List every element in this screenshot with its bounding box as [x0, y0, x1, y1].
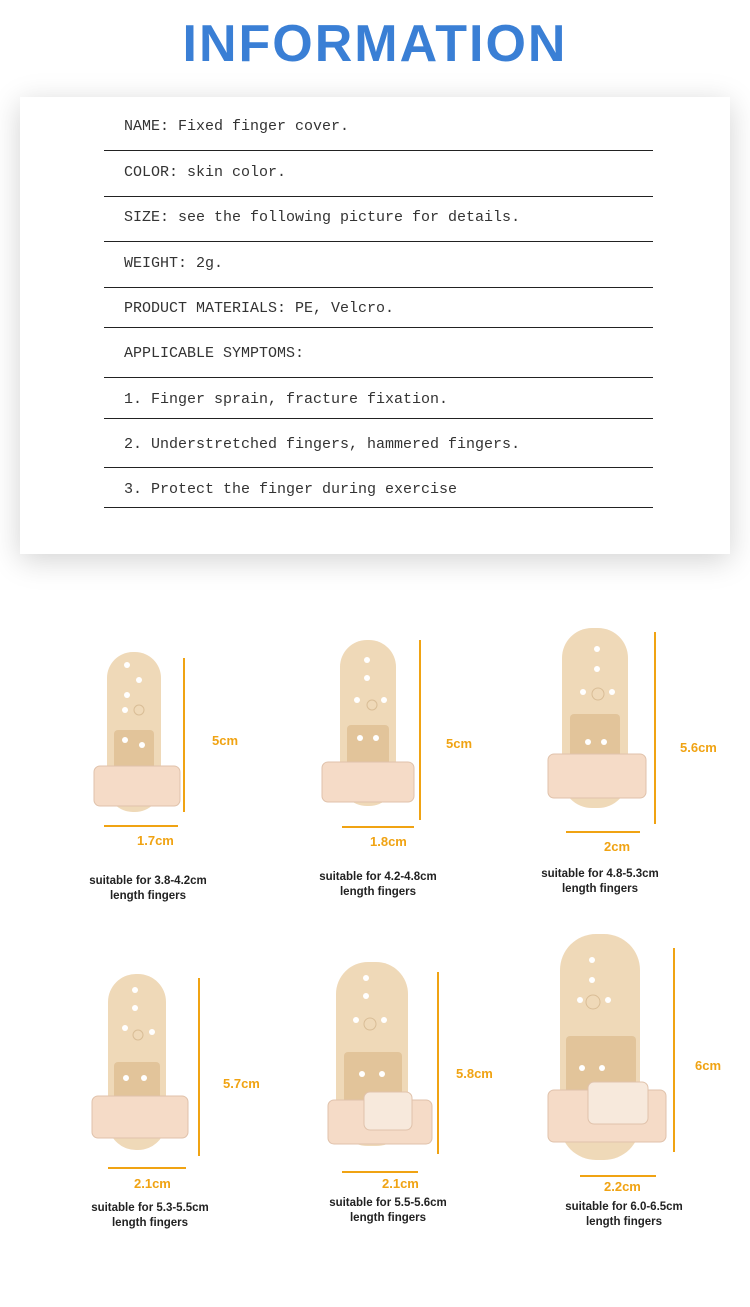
row-divider: [104, 327, 653, 328]
finger-splint-image: [80, 970, 280, 1180]
page-title: INFORMATION: [182, 15, 568, 73]
caption-line-2: length fingers: [111, 1217, 189, 1229]
height-label: 6cm: [695, 1058, 722, 1073]
finger-splint-image: [540, 624, 740, 844]
info-row-label: 2. Understretched fingers, hammered fingers.: [124, 436, 521, 453]
info-row-label: SIZE: see the following picture for details.: [124, 209, 521, 226]
height-label: 5cm: [212, 733, 239, 748]
width-label: 2.2cm: [604, 1179, 641, 1194]
height-label: 5.8cm: [456, 1066, 493, 1081]
size-caption: [50, 1201, 250, 1231]
row-divider: [104, 241, 653, 242]
info-row-label: PRODUCT MATERIALS: PE, Velcro.: [124, 300, 395, 317]
size-caption: [288, 1196, 488, 1226]
row-divider: [104, 467, 653, 468]
width-label: 2cm: [604, 839, 631, 854]
caption-line-2: length fingers: [585, 1216, 663, 1228]
width-label: 2.1cm: [134, 1176, 171, 1191]
width-label: 1.8cm: [370, 834, 407, 849]
caption-line-1: suitable for 4.2-4.8cm: [319, 871, 437, 883]
size-caption: [278, 870, 478, 900]
size-caption: [500, 867, 700, 897]
finger-splint-image: [312, 630, 512, 830]
row-divider: [104, 377, 653, 378]
info-row-label: 3. Protect the finger during exercise: [124, 481, 458, 498]
info-row-label: APPLICABLE SYMPTOMS:: [124, 345, 305, 362]
info-row-label: 1. Finger sprain, fracture fixation.: [124, 391, 449, 408]
size-caption: [524, 1200, 724, 1230]
row-divider: [104, 418, 653, 419]
width-label: 1.7cm: [137, 833, 174, 848]
caption-line-2: length fingers: [109, 890, 187, 902]
row-divider: [104, 507, 653, 508]
row-divider: [104, 150, 653, 151]
product-size-3: [540, 624, 750, 924]
caption-line-1: suitable for 4.8-5.3cm: [541, 868, 659, 880]
finger-splint-image: [80, 640, 280, 840]
caption-line-1: suitable for 6.0-6.5cm: [565, 1201, 683, 1213]
caption-line-2: length fingers: [561, 883, 639, 895]
caption-line-1: suitable for 3.8-4.2cm: [89, 875, 207, 887]
product-size-4: [80, 970, 320, 1270]
caption-line-1: suitable for 5.3-5.5cm: [91, 1202, 209, 1214]
product-size-6: [540, 930, 750, 1230]
info-row-label: COLOR: skin color.: [124, 164, 287, 181]
width-label: 2.1cm: [382, 1176, 419, 1191]
info-row-label: NAME: Fixed finger cover.: [124, 118, 350, 135]
product-size-5: [318, 958, 558, 1258]
row-divider: [104, 287, 653, 288]
height-label: 5.7cm: [223, 1076, 260, 1091]
caption-line-1: suitable for 5.5-5.6cm: [329, 1197, 447, 1209]
size-caption: [48, 874, 248, 904]
caption-line-2: length fingers: [339, 886, 417, 898]
height-label: 5cm: [446, 736, 473, 751]
row-divider: [104, 196, 653, 197]
height-label: 5.6cm: [680, 740, 717, 755]
caption-line-2: length fingers: [349, 1212, 427, 1224]
info-row-label: WEIGHT: 2g.: [124, 255, 224, 272]
